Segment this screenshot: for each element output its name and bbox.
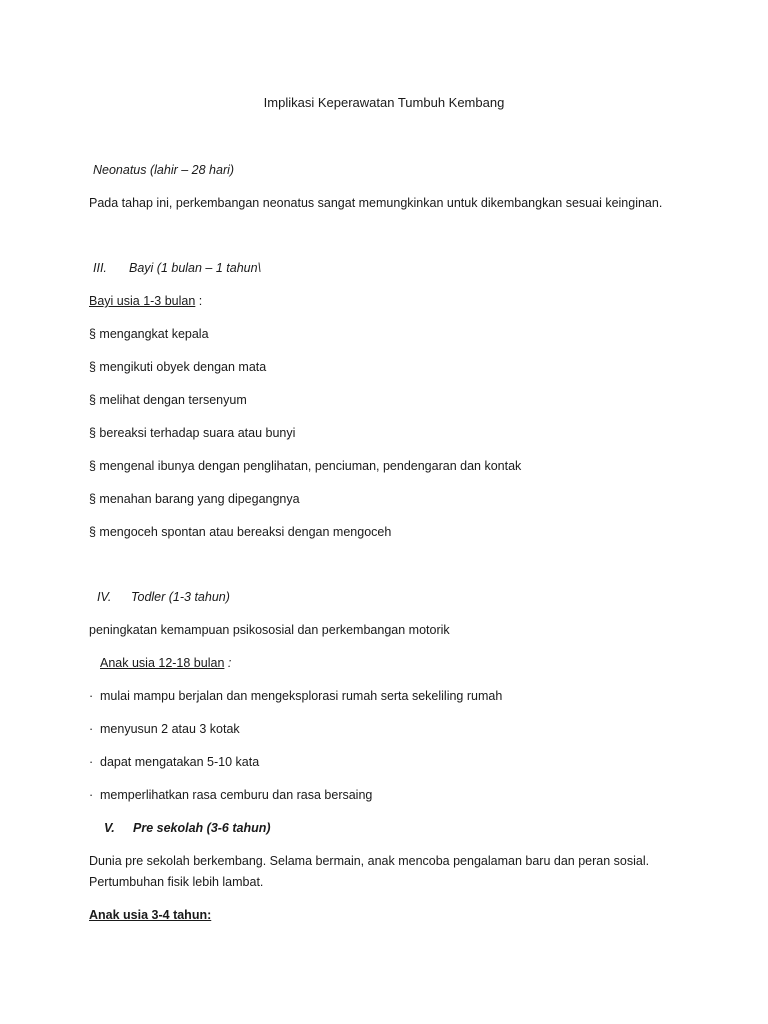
prasekolah-subheading: Anak usia 3-4 tahun: bbox=[89, 908, 212, 922]
list-item bbox=[89, 754, 259, 770]
list-item: § bereaksi terhadap suara atau bunyi bbox=[89, 426, 296, 440]
prasekolah-paragraph-line1: Dunia pre sekolah berkembang. Selama bermain, anak mencoba pengalaman baru dan peran sosial. bbox=[89, 854, 650, 868]
list-item: § mengangkat kepala bbox=[89, 327, 209, 341]
section-number: IV. bbox=[97, 590, 112, 604]
todler-heading bbox=[97, 589, 230, 605]
bullet-icon: · bbox=[89, 755, 94, 769]
section-title: Todler (1-3 tahun) bbox=[131, 590, 230, 604]
list-item: § mengenal ibunya dengan penglihatan, penciuman, pendengaran dan kontak bbox=[89, 459, 522, 473]
list-item: § mengikuti obyek dengan mata bbox=[89, 360, 267, 374]
list-item-text: menyusun 2 atau 3 kotak bbox=[100, 722, 240, 736]
list-item bbox=[89, 721, 240, 737]
list-item: § menahan barang yang dipegangnya bbox=[89, 492, 300, 506]
bayi-heading bbox=[93, 260, 261, 276]
bullet-icon: · bbox=[89, 788, 94, 802]
neonatus-paragraph: Pada tahap ini, perkembangan neonatus sangat memungkinkan untuk dikembangkan sesuai keinginan. bbox=[89, 196, 663, 210]
list-item: § melihat dengan tersenyum bbox=[89, 393, 247, 407]
section-title: Pre sekolah (3-6 tahun) bbox=[133, 821, 271, 835]
subheading-label: Anak usia 12-18 bulan bbox=[100, 656, 225, 670]
subheading-colon: : bbox=[224, 656, 232, 670]
prasekolah-heading bbox=[104, 820, 271, 836]
list-item bbox=[89, 688, 502, 704]
document-title: Implikasi Keperawatan Tumbuh Kembang bbox=[263, 95, 505, 110]
section-number: V. bbox=[104, 821, 115, 835]
bullet-icon: · bbox=[89, 722, 94, 736]
list-item-text: memperlihatkan rasa cemburu dan rasa bersaing bbox=[100, 788, 373, 802]
list-item: § mengoceh spontan atau bereaksi dengan mengoceh bbox=[89, 525, 392, 539]
prasekolah-paragraph-line2: Pertumbuhan fisik lebih lambat. bbox=[89, 875, 264, 889]
subheading-label: Bayi usia 1-3 bulan bbox=[89, 294, 196, 308]
subheading-colon: : bbox=[195, 294, 203, 308]
bayi-subheading bbox=[89, 293, 202, 309]
list-item-text: dapat mengatakan 5-10 kata bbox=[100, 755, 260, 769]
section-number: III. bbox=[93, 261, 107, 275]
todler-subheading bbox=[100, 655, 231, 671]
list-item bbox=[89, 787, 372, 803]
list-item-text: mulai mampu berjalan dan mengeksplorasi rumah serta sekeliling rumah bbox=[100, 689, 503, 703]
section-title: Bayi (1 bulan – 1 tahun\ bbox=[129, 261, 262, 275]
todler-paragraph: peningkatan kemampuan psikososial dan perkembangan motorik bbox=[89, 623, 450, 637]
neonatus-heading: Neonatus (lahir – 28 hari) bbox=[93, 163, 235, 177]
bullet-icon: · bbox=[89, 689, 94, 703]
